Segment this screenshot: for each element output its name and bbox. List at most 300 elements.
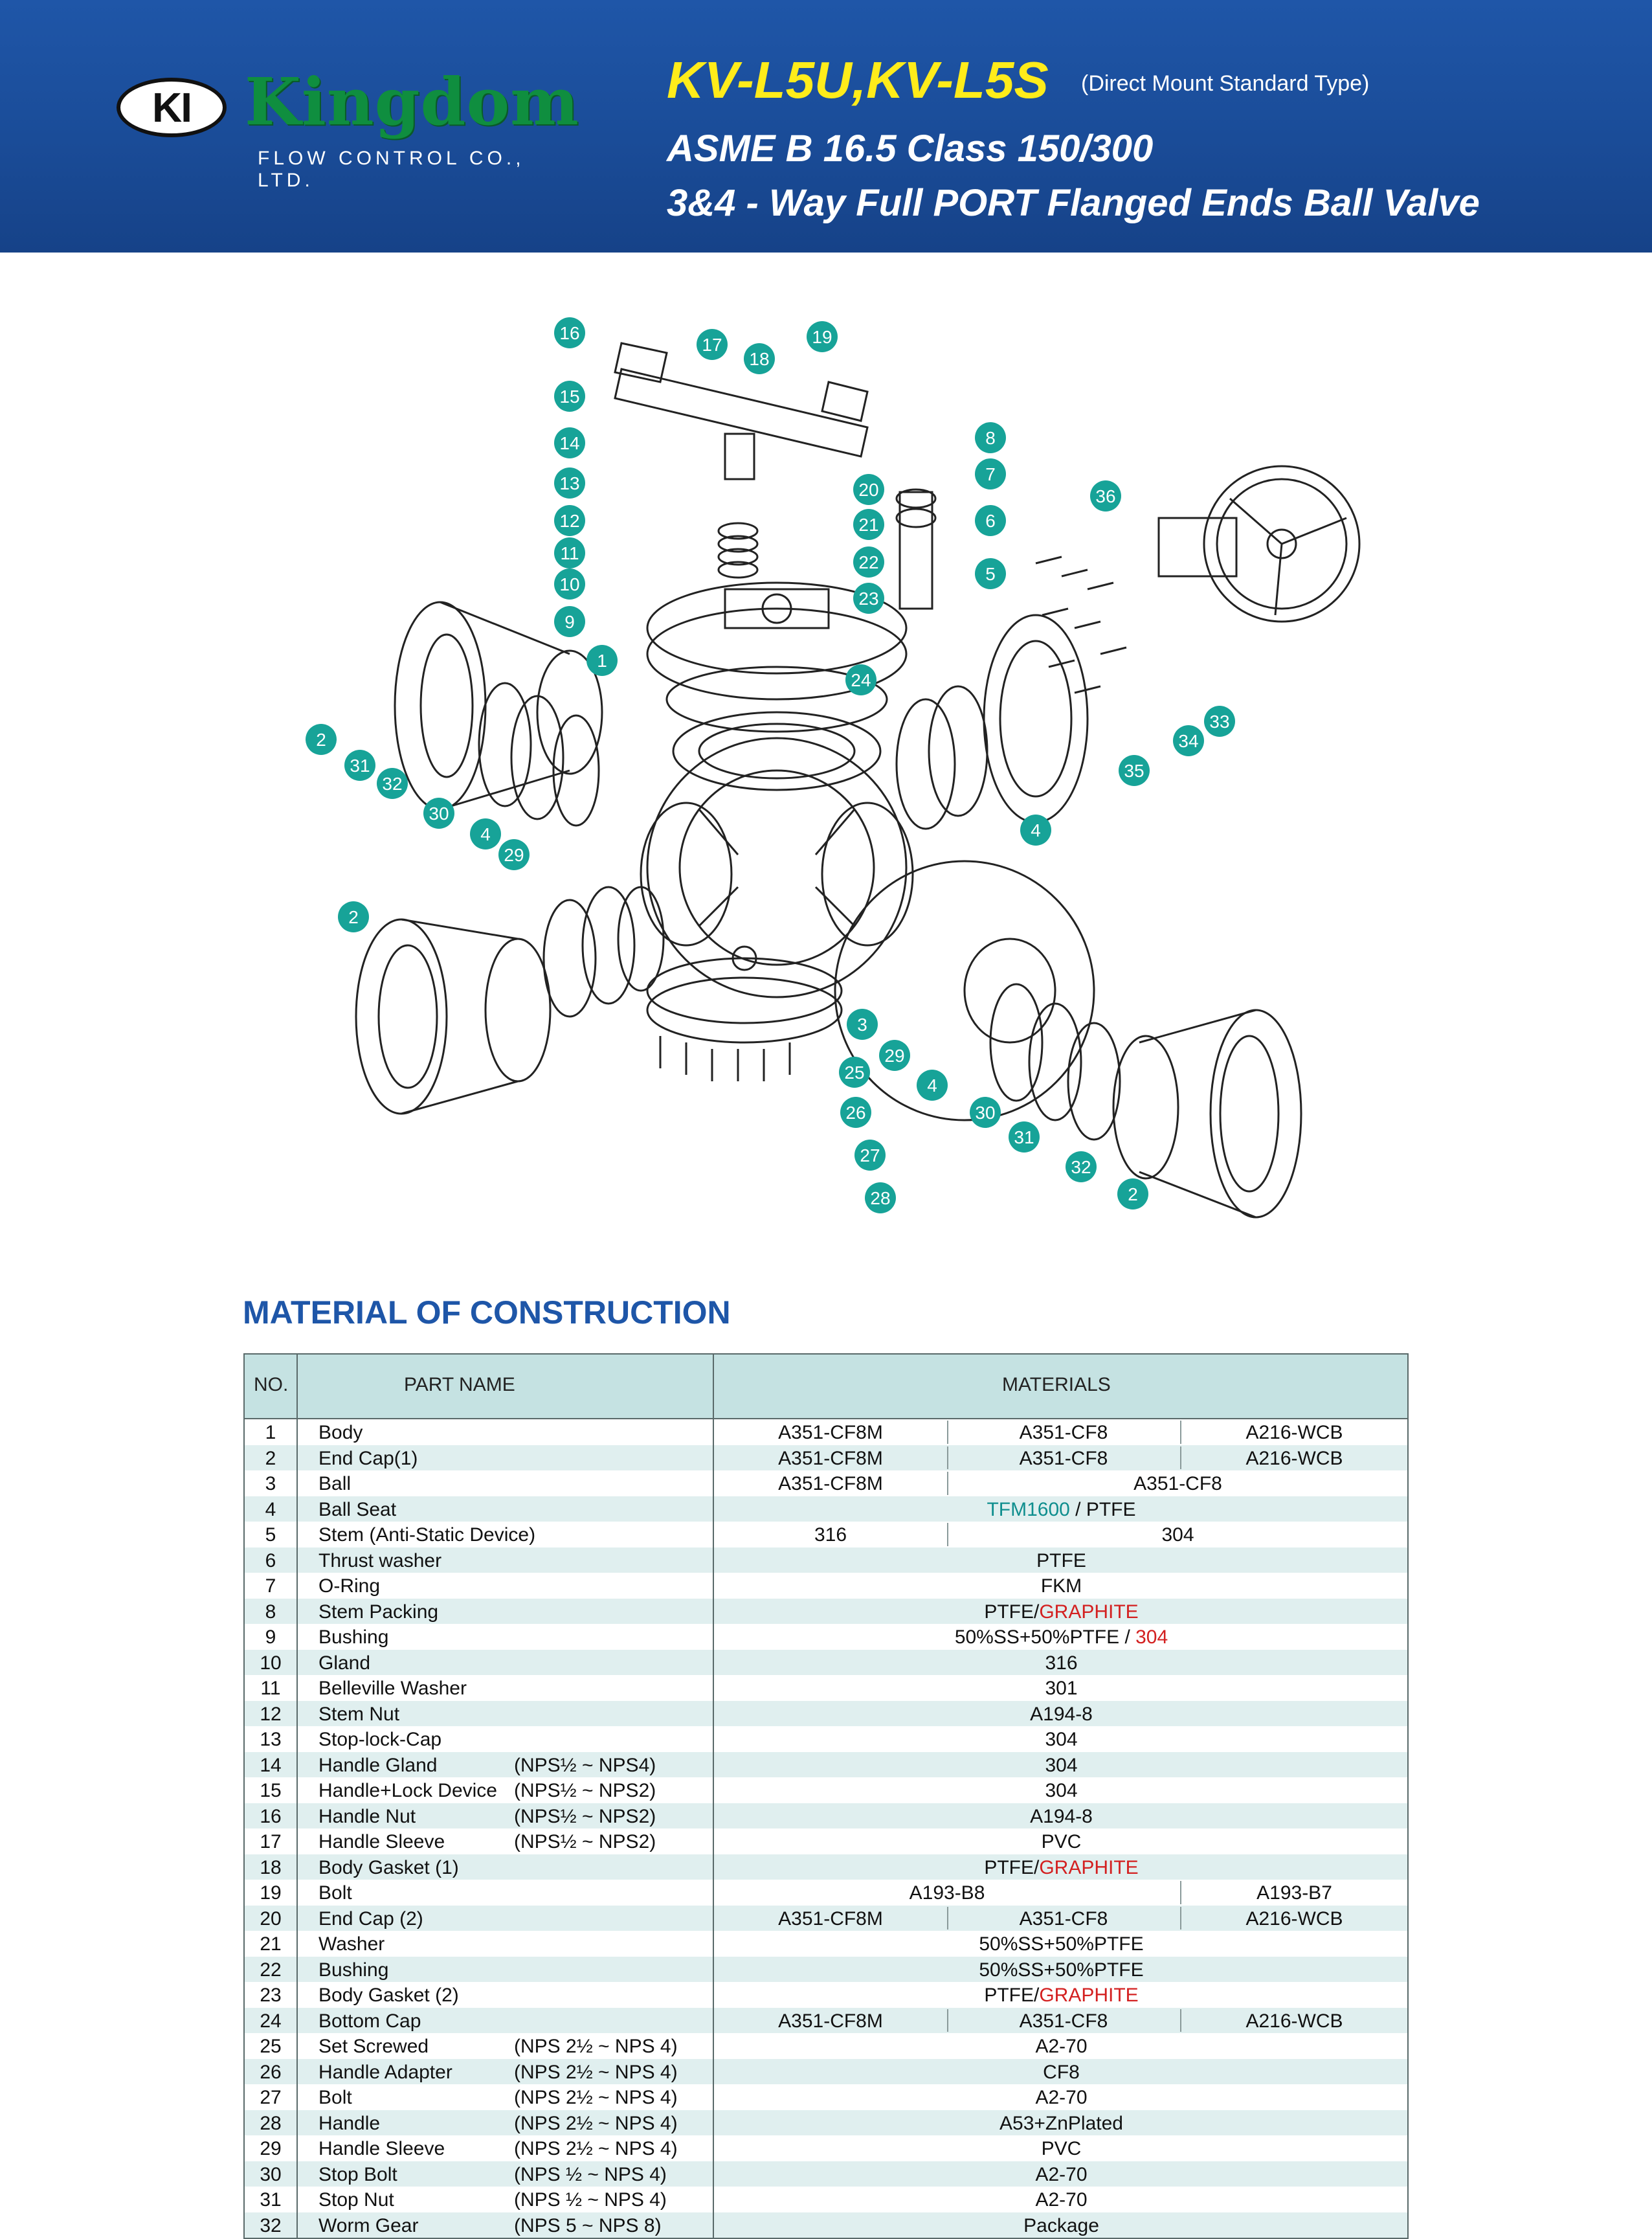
column-divider	[713, 1803, 714, 1829]
table-row	[245, 1624, 1407, 1650]
material-part: PTFE/	[984, 1856, 1040, 1878]
material-wcb: A216-WCB	[1245, 1422, 1343, 1443]
table-row	[245, 1828, 1407, 1854]
callout-badge	[917, 1070, 948, 1101]
material-part: 50%SS+50%PTFE /	[954, 1626, 1136, 1648]
row-number: 9	[265, 1626, 276, 1648]
table-row	[245, 1906, 1407, 1931]
material-wcb: A193-B7	[1256, 1882, 1332, 1904]
column-divider	[713, 2187, 714, 2212]
callout-badge	[1173, 725, 1204, 756]
callout-text: 9	[564, 612, 575, 632]
table-row	[245, 2161, 1407, 2187]
part-name: Ball Seat	[318, 1498, 397, 1520]
column-divider	[713, 1573, 714, 1599]
table-row	[245, 1445, 1407, 1471]
material-cf8: A351-CF8	[1019, 1907, 1108, 1930]
header-no: NO.	[254, 1374, 289, 1395]
model-title: KV-L5U,KV-L5S	[667, 51, 1049, 109]
column-divider	[713, 1624, 714, 1650]
size-range: (NPS 5 ~ NPS 8)	[514, 2214, 662, 2236]
callout-badge	[853, 509, 884, 540]
logo-subtitle: FLOW CONTROL CO., LTD.	[258, 148, 525, 191]
part-name: Stop Nut	[318, 2189, 394, 2211]
material-cf8m: A351-CF8M	[778, 1447, 883, 1469]
part-name: Belleville Washer	[318, 1678, 467, 1699]
callout-badge	[338, 901, 369, 932]
column-divider	[713, 1906, 714, 1931]
table-row	[245, 1701, 1407, 1727]
column-divider	[296, 1803, 298, 1829]
logo-mark: KI	[117, 78, 227, 137]
callout-badge	[975, 505, 1006, 536]
row-number: 11	[260, 1678, 281, 1699]
table-row	[245, 1931, 1407, 1957]
table-row	[245, 1675, 1407, 1701]
callout-text: 26	[845, 1103, 866, 1123]
size-range: (NPS 2½ ~ NPS 4)	[514, 2036, 678, 2057]
row-number: 31	[260, 2189, 282, 2211]
callout-text: 25	[844, 1063, 865, 1083]
callout-badge	[975, 558, 1006, 589]
column-divider	[713, 1701, 714, 1727]
callout-badge	[975, 458, 1006, 489]
material-value: A2-70	[1035, 2036, 1088, 2057]
diagram-callouts	[306, 317, 1235, 1213]
cell-divider	[1180, 1907, 1181, 1930]
material-part: PTFE/	[984, 1601, 1040, 1623]
size-range: (NPS½ ~ NPS2)	[514, 1805, 656, 1827]
part-name: Bolt	[318, 2087, 352, 2108]
callout-text: 21	[858, 515, 879, 535]
callout-badge	[853, 546, 884, 578]
materials-table	[243, 1353, 1409, 2239]
column-divider	[296, 2212, 298, 2238]
table-header	[245, 1355, 1407, 1419]
part-name: Handle+Lock Device	[318, 1780, 497, 1801]
column-divider	[296, 1624, 298, 1650]
callout-text: 29	[884, 1046, 905, 1066]
column-divider	[713, 1777, 714, 1803]
callout-badge	[554, 381, 585, 412]
callout-text: 17	[702, 335, 722, 355]
table-row	[245, 1726, 1407, 1752]
material-value: CF8	[1043, 2061, 1080, 2083]
part-name: End Cap(1)	[318, 1447, 418, 1469]
column-divider	[296, 2187, 298, 2212]
column-divider	[296, 1419, 298, 1445]
callout-text: 1	[597, 651, 607, 671]
material-value: A351-CF8	[1133, 1473, 1222, 1494]
callout-text: 2	[1128, 1184, 1138, 1204]
material-cf8: A351-CF8	[1019, 1422, 1108, 1443]
column-divider	[296, 1777, 298, 1803]
part-name: Body Gasket (2)	[318, 1985, 459, 2006]
row-number: 7	[265, 1575, 276, 1597]
row-number: 22	[260, 1959, 282, 1981]
table-row	[245, 2008, 1407, 2034]
callout-text: 4	[1031, 820, 1041, 840]
part-name: Handle Gland	[318, 1754, 438, 1776]
callout-badge	[1204, 706, 1235, 737]
column-divider	[296, 2033, 298, 2059]
column-divider	[713, 1931, 714, 1957]
row-number: 30	[260, 2163, 282, 2185]
callout-text: 28	[870, 1188, 891, 1208]
cell-divider	[947, 1446, 948, 1470]
row-number: 20	[260, 1907, 282, 1930]
callout-text: 32	[382, 774, 403, 794]
part-name: Bushing	[318, 1626, 389, 1648]
callout-badge	[498, 839, 530, 870]
callout-text: 19	[812, 327, 832, 347]
column-divider	[713, 1650, 714, 1676]
exploded-valve-diagram	[285, 304, 1385, 1237]
material-value: 304	[1045, 1754, 1078, 1776]
column-divider	[713, 1726, 714, 1752]
column-divider	[713, 2084, 714, 2110]
part-name: Handle Sleeve	[318, 2138, 445, 2159]
size-range: (NPS 2½ ~ NPS 4)	[514, 2112, 678, 2134]
table-row	[245, 1752, 1407, 1778]
row-number: 29	[260, 2138, 282, 2159]
material-part: GRAPHITE	[1039, 1856, 1139, 1878]
table-row	[245, 1650, 1407, 1676]
callout-text: 36	[1095, 486, 1116, 506]
header-part-name: PART NAME	[404, 1374, 515, 1395]
callout-text: 29	[504, 845, 524, 865]
row-number: 2	[265, 1447, 276, 1469]
model-type: (Direct Mount Standard Type)	[1081, 71, 1370, 96]
part-name: Stop Bolt	[318, 2163, 397, 2185]
column-divider	[713, 2110, 714, 2136]
callout-text: 30	[429, 804, 449, 824]
callout-badge	[847, 1009, 878, 1040]
row-number: 18	[260, 1856, 282, 1878]
row-number: 12	[260, 1703, 282, 1725]
callout-badge	[554, 427, 585, 458]
cell-divider	[947, 1523, 948, 1546]
cell-divider	[1180, 1446, 1181, 1470]
callout-badge	[853, 583, 884, 614]
callout-badge	[306, 724, 337, 755]
material-cf8m: A351-CF8M	[778, 1907, 883, 1930]
callout-badge	[586, 645, 618, 676]
table-row	[245, 1522, 1407, 1547]
column-divider	[296, 2008, 298, 2034]
product-line: 3&4 - Way Full PORT Flanged Ends Ball Valve	[667, 182, 1480, 224]
part-name: Stem Packing	[318, 1601, 439, 1623]
size-range: (NPS ½ ~ NPS 4)	[514, 2189, 667, 2211]
material-value: 316	[1045, 1652, 1078, 1674]
part-name: Stem Nut	[318, 1703, 400, 1725]
column-divider	[713, 2135, 714, 2161]
row-number: 15	[260, 1780, 282, 1801]
callout-text: 12	[559, 511, 580, 531]
callout-badge	[344, 750, 375, 781]
material-value: 304	[1045, 1780, 1078, 1801]
part-name: Body	[318, 1422, 363, 1443]
callout-text: 30	[975, 1103, 996, 1123]
callout-text: 2	[348, 907, 359, 927]
column-divider	[713, 2161, 714, 2187]
callout-badge	[1009, 1121, 1040, 1153]
part-name: Stop-lock-Cap	[318, 1729, 442, 1750]
material-value: A2-70	[1035, 2087, 1088, 2108]
row-number: 27	[260, 2087, 282, 2108]
header-banner	[0, 0, 1652, 253]
callout-badge	[554, 467, 585, 499]
column-divider	[296, 1854, 298, 1880]
row-number: 23	[260, 1985, 282, 2006]
callout-text: 20	[858, 480, 879, 500]
callout-badge	[845, 664, 876, 695]
callout-badge	[554, 317, 585, 348]
material-wcb: A216-WCB	[1245, 2010, 1343, 2032]
part-name: Washer	[318, 1933, 385, 1955]
callout-text: 16	[559, 323, 580, 343]
header-divider	[713, 1355, 714, 1418]
column-divider	[713, 1854, 714, 1880]
column-divider	[296, 1931, 298, 1957]
callout-badge	[470, 818, 501, 849]
row-number: 6	[265, 1549, 276, 1571]
part-name: Handle Nut	[318, 1805, 416, 1827]
table-row	[245, 2187, 1407, 2212]
table-row	[245, 1573, 1407, 1599]
material-part: GRAPHITE	[1039, 1985, 1139, 2006]
column-divider	[296, 1522, 298, 1547]
column-divider	[296, 1957, 298, 1983]
column-divider	[713, 1522, 714, 1547]
material-value: A53+ZnPlated	[999, 2112, 1123, 2134]
row-number: 32	[260, 2214, 282, 2236]
material-value: PVC	[1041, 1831, 1082, 1852]
callout-text: 5	[985, 564, 996, 584]
callout-text: 2	[316, 730, 326, 750]
column-divider	[296, 1675, 298, 1701]
material-value	[714, 1499, 1409, 1521]
callout-badge	[697, 329, 728, 360]
callout-badge	[853, 474, 884, 505]
table-row	[245, 1880, 1407, 1906]
part-name: Thrust washer	[318, 1549, 442, 1571]
material-part: GRAPHITE	[1039, 1601, 1139, 1623]
column-divider	[296, 1445, 298, 1471]
callout-badge	[865, 1182, 896, 1213]
column-divider	[296, 1496, 298, 1522]
callout-text: 18	[749, 349, 770, 369]
table-row	[245, 1777, 1407, 1803]
callout-badge	[807, 321, 838, 352]
callout-badge	[744, 343, 775, 374]
column-divider	[296, 1906, 298, 1931]
part-name: Gland	[318, 1652, 371, 1674]
table-row	[245, 2084, 1407, 2110]
row-number: 14	[260, 1754, 282, 1776]
material-value: 301	[1045, 1678, 1078, 1699]
callout-badge	[879, 1040, 910, 1071]
material-part: 304	[1135, 1626, 1168, 1648]
callout-badge	[377, 768, 408, 799]
size-range: (NPS½ ~ NPS2)	[514, 1831, 656, 1852]
callout-text: 31	[1014, 1127, 1034, 1147]
row-number: 21	[260, 1933, 282, 1955]
table-row	[245, 1470, 1407, 1496]
callout-badge	[1119, 755, 1150, 786]
callout-text: 14	[559, 433, 580, 453]
callout-text: 24	[851, 670, 871, 690]
column-divider	[296, 2084, 298, 2110]
part-name: Bottom Cap	[318, 2010, 421, 2032]
row-number: 16	[260, 1805, 282, 1827]
row-number: 24	[260, 2010, 282, 2032]
logo-name: Kingdom	[245, 63, 579, 140]
part-name: Handle Sleeve	[318, 1831, 445, 1852]
row-number: 25	[260, 2036, 282, 2057]
part-name: Worm Gear	[318, 2214, 419, 2236]
column-divider	[713, 1419, 714, 1445]
material-cf8m: A351-CF8M	[778, 2010, 883, 2032]
material-value: PVC	[1041, 2138, 1082, 2159]
column-divider	[713, 1599, 714, 1625]
callout-text: 6	[985, 511, 996, 531]
callout-badge	[1117, 1178, 1148, 1210]
callout-badge	[970, 1097, 1001, 1128]
column-divider	[296, 1650, 298, 1676]
callout-text: 23	[858, 589, 879, 609]
column-divider	[296, 1880, 298, 1906]
column-divider	[713, 1445, 714, 1471]
callout-text: 7	[985, 464, 996, 484]
callout-text: 35	[1124, 761, 1144, 781]
cell-divider	[1180, 1421, 1181, 1444]
table-row	[245, 1982, 1407, 2008]
part-name: Bolt	[318, 1882, 352, 1904]
column-divider	[713, 1547, 714, 1573]
column-divider	[296, 1547, 298, 1573]
row-number: 3	[265, 1473, 276, 1494]
column-divider	[296, 1470, 298, 1496]
column-divider	[713, 1957, 714, 1983]
callout-text: 32	[1071, 1157, 1091, 1177]
callout-badge	[854, 1140, 886, 1171]
table-row	[245, 1957, 1407, 1983]
table-row	[245, 1496, 1407, 1522]
material-value: 50%SS+50%PTFE	[979, 1933, 1144, 1955]
part-name: Ball	[318, 1473, 352, 1494]
column-divider	[296, 2135, 298, 2161]
column-divider	[713, 2212, 714, 2238]
material-part: TFM1600	[987, 1498, 1070, 1520]
callout-badge	[839, 1057, 870, 1088]
table-row	[245, 1854, 1407, 1880]
column-divider	[296, 2059, 298, 2085]
row-number: 8	[265, 1601, 276, 1623]
part-name: Handle Adapter	[318, 2061, 452, 2083]
part-name: Stem (Anti-Static Device)	[318, 1524, 536, 1546]
material-value: A2-70	[1035, 2163, 1088, 2185]
column-divider	[296, 1726, 298, 1752]
material-cf8m: A351-CF8M	[778, 1473, 883, 1494]
size-range: (NPS 2½ ~ NPS 4)	[514, 2061, 678, 2083]
callout-badge	[1020, 815, 1051, 846]
material-value: A193-B8	[909, 1882, 985, 1904]
column-divider	[713, 1496, 714, 1522]
cell-divider	[947, 1472, 948, 1495]
callout-badge	[1090, 480, 1121, 512]
callout-badge	[554, 537, 585, 568]
material-value	[714, 1985, 1409, 2007]
table-body	[245, 1419, 1407, 2238]
table-row	[245, 2033, 1407, 2059]
callout-text: 33	[1209, 712, 1230, 732]
row-number: 1	[265, 1422, 276, 1443]
callout-text: 22	[858, 552, 879, 572]
row-number: 10	[260, 1652, 282, 1674]
column-divider	[296, 1828, 298, 1854]
material-value: A194-8	[1030, 1703, 1093, 1725]
callout-badge	[423, 798, 454, 829]
callout-text: 34	[1178, 731, 1199, 751]
callout-badge	[1066, 1151, 1097, 1182]
material-value: FKM	[1040, 1575, 1082, 1597]
material-wcb: A216-WCB	[1245, 1447, 1343, 1469]
cell-divider	[947, 2009, 948, 2032]
column-divider	[713, 1470, 714, 1496]
row-number: 17	[260, 1831, 282, 1852]
callout-text: 31	[350, 756, 370, 776]
column-divider	[296, 1599, 298, 1625]
table-row	[245, 2135, 1407, 2161]
material-value: A194-8	[1030, 1805, 1093, 1827]
part-name: Set Screwed	[318, 2036, 429, 2057]
callout-text: 3	[857, 1015, 867, 1035]
column-divider	[713, 1752, 714, 1778]
cell-divider	[947, 1907, 948, 1930]
table-row	[245, 1599, 1407, 1625]
part-name: Body Gasket (1)	[318, 1856, 459, 1878]
part-name: O-Ring	[318, 1575, 381, 1597]
material-value: 304	[1045, 1729, 1078, 1750]
column-divider	[296, 1982, 298, 2008]
material-value: Package	[1023, 2214, 1099, 2236]
column-divider	[296, 1573, 298, 1599]
size-range: (NPS½ ~ NPS4)	[514, 1754, 656, 1776]
column-divider	[296, 1752, 298, 1778]
size-range: (NPS 2½ ~ NPS 4)	[514, 2138, 678, 2159]
material-cf8m: A351-CF8M	[778, 1422, 883, 1443]
callout-badge	[554, 505, 585, 536]
header-divider	[296, 1355, 298, 1418]
callout-text: 10	[559, 574, 580, 594]
table-row	[245, 1803, 1407, 1829]
material-value	[714, 1626, 1409, 1648]
column-divider	[713, 1880, 714, 1906]
column-divider	[713, 2008, 714, 2034]
cell-divider	[1180, 2009, 1181, 2032]
callout-badge	[554, 568, 585, 600]
column-divider	[296, 1701, 298, 1727]
company-logo	[117, 63, 583, 191]
material-value: 304	[1161, 1524, 1194, 1546]
callout-text: 27	[860, 1145, 880, 1165]
callout-text: 13	[559, 473, 580, 493]
section-title: MATERIAL OF CONSTRUCTION	[243, 1294, 731, 1331]
row-number: 13	[260, 1729, 282, 1750]
callout-text: 4	[480, 824, 491, 844]
part-name: End Cap (2)	[318, 1907, 423, 1930]
